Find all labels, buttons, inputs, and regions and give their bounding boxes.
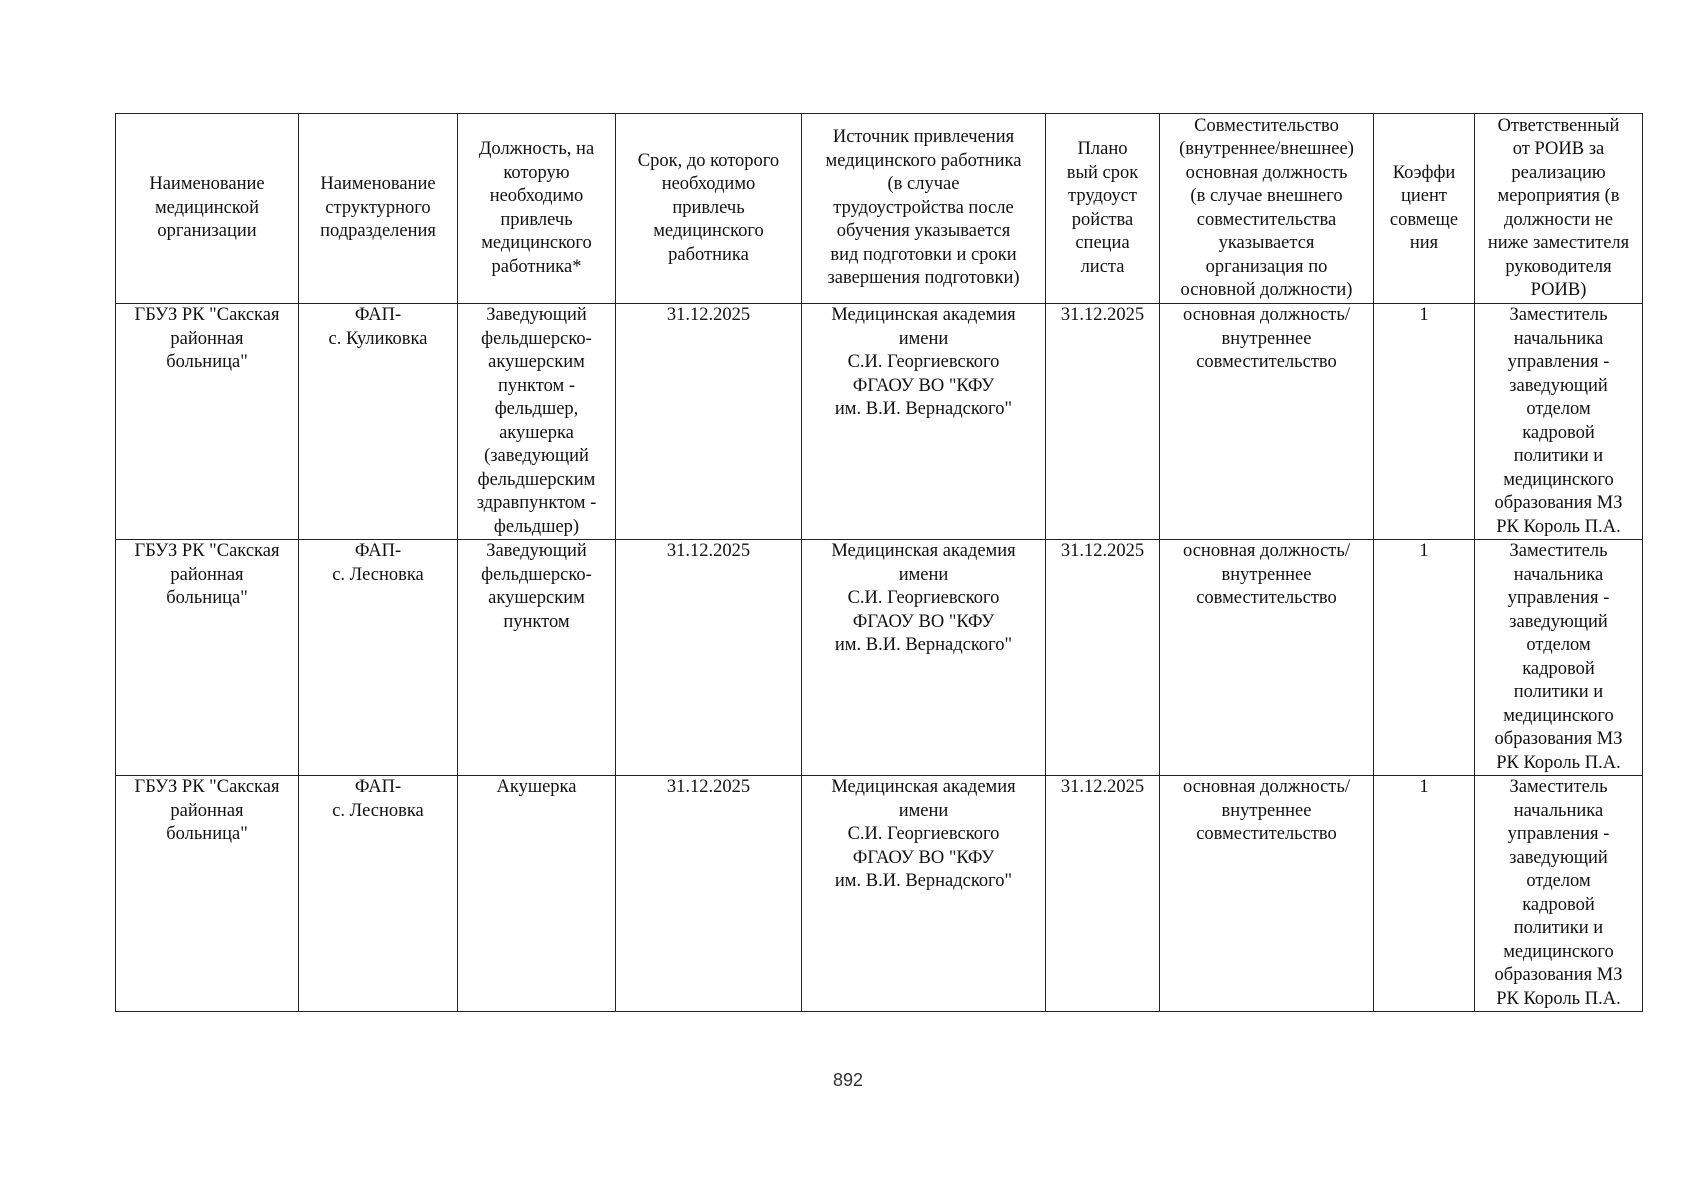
header-coefficient: Коэффи циент совмеще ния xyxy=(1374,114,1475,304)
cell-organization: ГБУЗ РК "Сакская районная больница" xyxy=(116,540,299,776)
cell-deadline: 31.12.2025 xyxy=(616,540,802,776)
cell-position: Акушерка xyxy=(458,776,616,1012)
header-deadline: Срок, до которого необходимо привлечь медицинского работника xyxy=(616,114,802,304)
cell-deadline: 31.12.2025 xyxy=(616,304,802,540)
header-planned-date: Плано вый срок трудоуст ройства специа листа xyxy=(1046,114,1160,304)
cell-combination: основная должность/ внутреннее совместительство xyxy=(1160,304,1374,540)
cell-position: Заведующий фельдшерско- акушерским пунктом - фельдшер, акушерка (заведующий фельдшерским здравпунктом - фельдшер) xyxy=(458,304,616,540)
cell-planned-date: 31.12.2025 xyxy=(1046,304,1160,540)
cell-source: Медицинская академия имени С.И. Георгиевского ФГАОУ ВО "КФУ им. В.И. Вернадского" xyxy=(802,776,1046,1012)
header-combination: Совместительство (внутреннее/внешнее) основная должность (в случае внешнего совместительства указывается организация по основной должности) xyxy=(1160,114,1374,304)
cell-source: Медицинская академия имени С.И. Георгиевского ФГАОУ ВО "КФУ им. В.И. Вернадского" xyxy=(802,540,1046,776)
header-position: Должность, на которую необходимо привлечь медицинского работника* xyxy=(458,114,616,304)
table-header-row xyxy=(116,114,1643,304)
header-responsible: Ответственный от РОИВ за реализацию мероприятия (в должности не ниже заместителя руководителя РОИВ) xyxy=(1475,114,1643,304)
cell-responsible: Заместитель начальника управления - заведующий отделом кадровой политики и медицинского образования МЗ РК Король П.А. xyxy=(1475,776,1643,1012)
cell-planned-date: 31.12.2025 xyxy=(1046,776,1160,1012)
cell-responsible: Заместитель начальника управления - заведующий отделом кадровой политики и медицинского образования МЗ РК Король П.А. xyxy=(1475,540,1643,776)
cell-subdivision: ФАП- с. Лесновка xyxy=(299,776,458,1012)
cell-planned-date: 31.12.2025 xyxy=(1046,540,1160,776)
table-row xyxy=(116,776,1643,1012)
cell-deadline: 31.12.2025 xyxy=(616,776,802,1012)
cell-responsible: Заместитель начальника управления - заведующий отделом кадровой политики и медицинского образования МЗ РК Король П.А. xyxy=(1475,304,1643,540)
cell-organization: ГБУЗ РК "Сакская районная больница" xyxy=(116,304,299,540)
cell-coefficient: 1 xyxy=(1374,304,1475,540)
cell-coefficient: 1 xyxy=(1374,540,1475,776)
header-source: Источник привлечения медицинского работника (в случае трудоустройства после обучения указывается вид подготовки и сроки завершения подготовки) xyxy=(802,114,1046,304)
cell-combination: основная должность/ внутреннее совместительство xyxy=(1160,776,1374,1012)
table-row xyxy=(116,304,1643,540)
cell-coefficient: 1 xyxy=(1374,776,1475,1012)
cell-organization: ГБУЗ РК "Сакская районная больница" xyxy=(116,776,299,1012)
header-subdivision: Наименование структурного подразделения xyxy=(299,114,458,304)
cell-combination: основная должность/ внутреннее совместительство xyxy=(1160,540,1374,776)
table-row xyxy=(116,540,1643,776)
cell-subdivision: ФАП- с. Куликовка xyxy=(299,304,458,540)
staffing-table xyxy=(115,113,1643,1012)
header-organization: Наименование медицинской организации xyxy=(116,114,299,304)
cell-subdivision: ФАП- с. Лесновка xyxy=(299,540,458,776)
page-number: 892 xyxy=(832,1070,864,1090)
cell-position: Заведующий фельдшерско- акушерским пунктом xyxy=(458,540,616,776)
cell-source: Медицинская академия имени С.И. Георгиевского ФГАОУ ВО "КФУ им. В.И. Вернадского" xyxy=(802,304,1046,540)
